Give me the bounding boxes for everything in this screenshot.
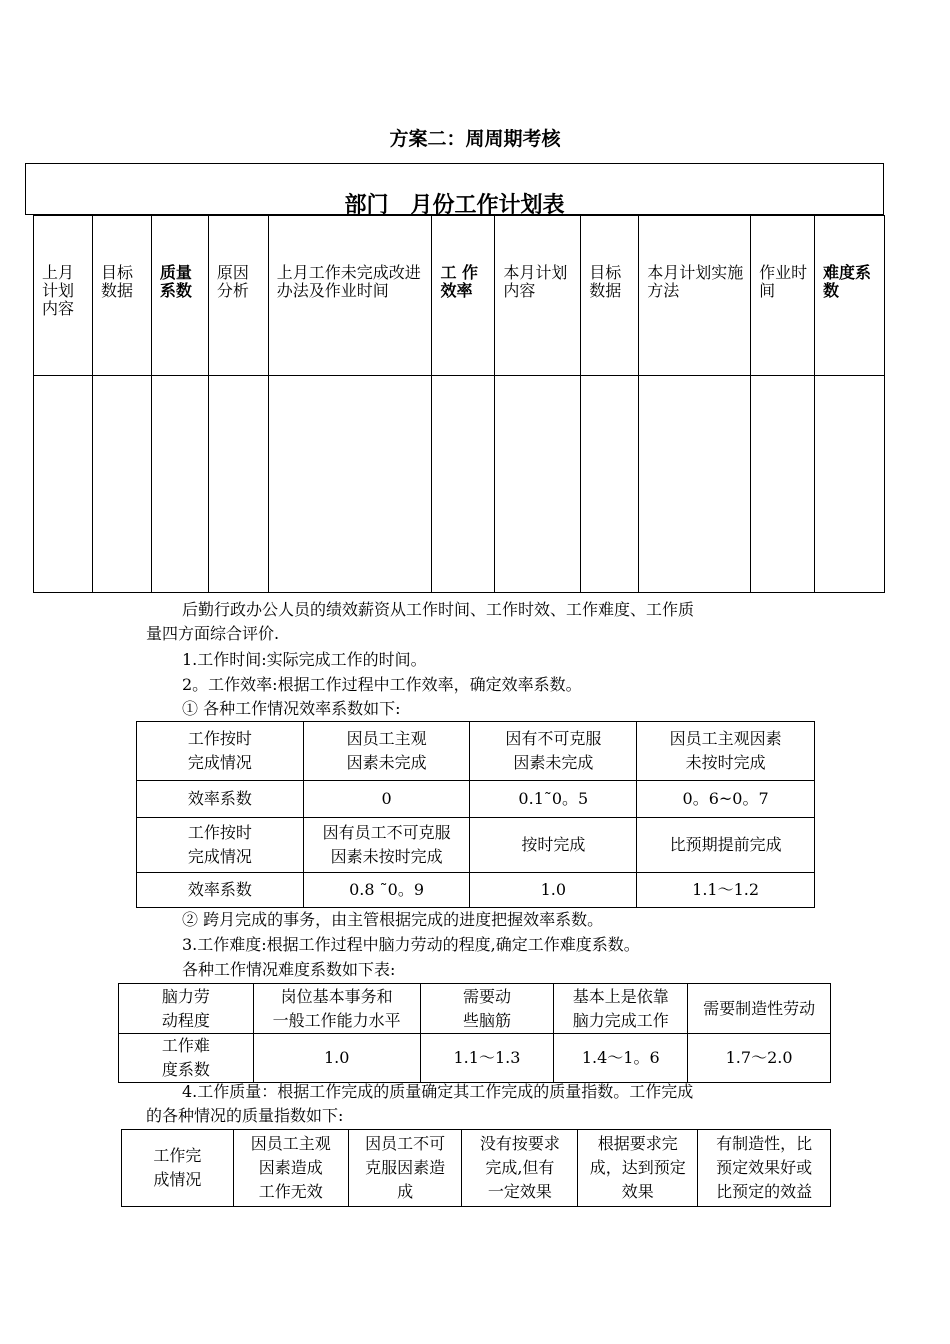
plan-cell[interactable] <box>495 376 581 593</box>
monthly-plan-table <box>33 215 885 593</box>
header-quality-coefficient: 质量系数 <box>151 216 208 376</box>
header-improvement-method: 上月工作未完成改进办法及作业时间 <box>268 216 432 376</box>
paragraph-difficulty-list-intro: 各种工作情况难度系数如下表: <box>182 960 396 979</box>
quality-cell: 没有按要求 完成,但有 一定效果 <box>462 1130 578 1207</box>
plan-cell[interactable] <box>639 376 751 593</box>
header-work-efficiency: 工 作效率 <box>432 216 495 376</box>
plan-table-title: 部门 月份工作计划表 <box>344 192 565 218</box>
difficulty-cell: 脑力劳 动程度 <box>119 984 254 1034</box>
difficulty-cell: 1.0 <box>253 1034 420 1083</box>
difficulty-cell: 工作难 度系数 <box>119 1034 254 1083</box>
efficiency-cell: 工作按时 完成情况 <box>137 722 304 781</box>
efficiency-table <box>136 721 815 908</box>
plan-cell[interactable] <box>581 376 639 593</box>
plan-cell[interactable] <box>34 376 93 593</box>
difficulty-cell: 1.4～1。6 <box>554 1034 688 1083</box>
quality-cell: 因员工主观 因素造成 工作无效 <box>233 1130 348 1207</box>
difficulty-cell: 基本上是依靠 脑力完成工作 <box>554 984 688 1034</box>
paragraph-cross-month: ② 跨月完成的事务，由主管根据完成的进度把握效率系数。 <box>182 910 604 929</box>
efficiency-cell: 比预期提前完成 <box>637 818 815 873</box>
plan-cell[interactable] <box>751 376 815 593</box>
efficiency-cell: 1.1～1.2 <box>637 873 815 908</box>
efficiency-cell: 因员工主观因素 未按时完成 <box>637 722 815 781</box>
plan-cell[interactable] <box>92 376 151 593</box>
plan-cell[interactable] <box>815 376 885 593</box>
paragraph-work-quality-1: 4.工作质量：根据工作完成的质量确定其工作完成的质量指数。工作完成 <box>182 1082 694 1101</box>
difficulty-table <box>118 983 831 1083</box>
difficulty-cell: 需要动 些脑筋 <box>420 984 554 1034</box>
difficulty-cell: 岗位基本事务和 一般工作能力水平 <box>253 984 420 1034</box>
efficiency-cell: 因有不可克服 因素未完成 <box>470 722 637 781</box>
header-this-month-plan: 本月计划内容 <box>495 216 581 376</box>
header-difficulty-coefficient: 难度系数 <box>815 216 885 376</box>
quality-cell: 根据要求完 成，达到预定 效果 <box>578 1130 698 1207</box>
efficiency-cell: 效率系数 <box>137 873 304 908</box>
page-title: 方案二：周周期考核 <box>389 128 561 150</box>
header-work-time: 作业时间 <box>751 216 815 376</box>
paragraph-work-difficulty: 3.工作难度:根据工作过程中脑力劳动的程度,确定工作难度系数。 <box>182 935 640 954</box>
efficiency-cell: 效率系数 <box>137 781 304 818</box>
efficiency-cell: 0.1˜0。5 <box>470 781 637 818</box>
efficiency-cell: 工作按时 完成情况 <box>137 818 304 873</box>
efficiency-cell: 0.8 ˜0。9 <box>303 873 470 908</box>
paragraph-work-quality-2: 的各种情况的质量指数如下: <box>146 1106 344 1125</box>
efficiency-cell: 1.0 <box>470 873 637 908</box>
header-implementation-method: 本月计划实施方法 <box>639 216 751 376</box>
efficiency-cell: 0 <box>303 781 470 818</box>
quality-cell: 因员工不可 克服因素造 成 <box>348 1130 462 1207</box>
efficiency-cell: 按时完成 <box>470 818 637 873</box>
quality-cell: 有制造性，比 预定效果好或 比预定的效益 <box>698 1130 831 1207</box>
plan-cell[interactable] <box>151 376 208 593</box>
intro-line-2: 量四方面综合评价. <box>146 624 280 643</box>
header-cause-analysis: 原因分析 <box>208 216 268 376</box>
paragraph-work-time: 1.工作时间:实际完成工作的时间。 <box>182 650 427 669</box>
efficiency-cell: 0。6~0。7 <box>637 781 815 818</box>
quality-cell: 工作完 成情况 <box>122 1130 234 1207</box>
paragraph-efficiency-list-intro: ① 各种工作情况效率系数如下: <box>182 699 401 718</box>
efficiency-cell: 因有员工不可克服 因素未按时完成 <box>303 818 470 873</box>
header-target-data-2: 目标数据 <box>581 216 639 376</box>
difficulty-cell: 需要制造性劳动 <box>688 984 831 1034</box>
quality-table <box>121 1129 831 1207</box>
plan-cell[interactable] <box>268 376 432 593</box>
header-last-month-plan: 上月计划内容 <box>34 216 93 376</box>
plan-cell[interactable] <box>208 376 268 593</box>
paragraph-work-efficiency: 2。工作效率:根据工作过程中工作效率，确定效率系数。 <box>182 675 582 694</box>
header-target-data: 目标数据 <box>92 216 151 376</box>
efficiency-cell: 因员工主观 因素未完成 <box>303 722 470 781</box>
plan-cell[interactable] <box>432 376 495 593</box>
plan-table-title-box <box>25 163 884 218</box>
intro-line-1: 后勤行政办公人员的绩效薪资从工作时间、工作时效、工作难度、工作质 <box>182 600 695 619</box>
difficulty-cell: 1.1～1.3 <box>420 1034 554 1083</box>
difficulty-cell: 1.7～2.0 <box>688 1034 831 1083</box>
